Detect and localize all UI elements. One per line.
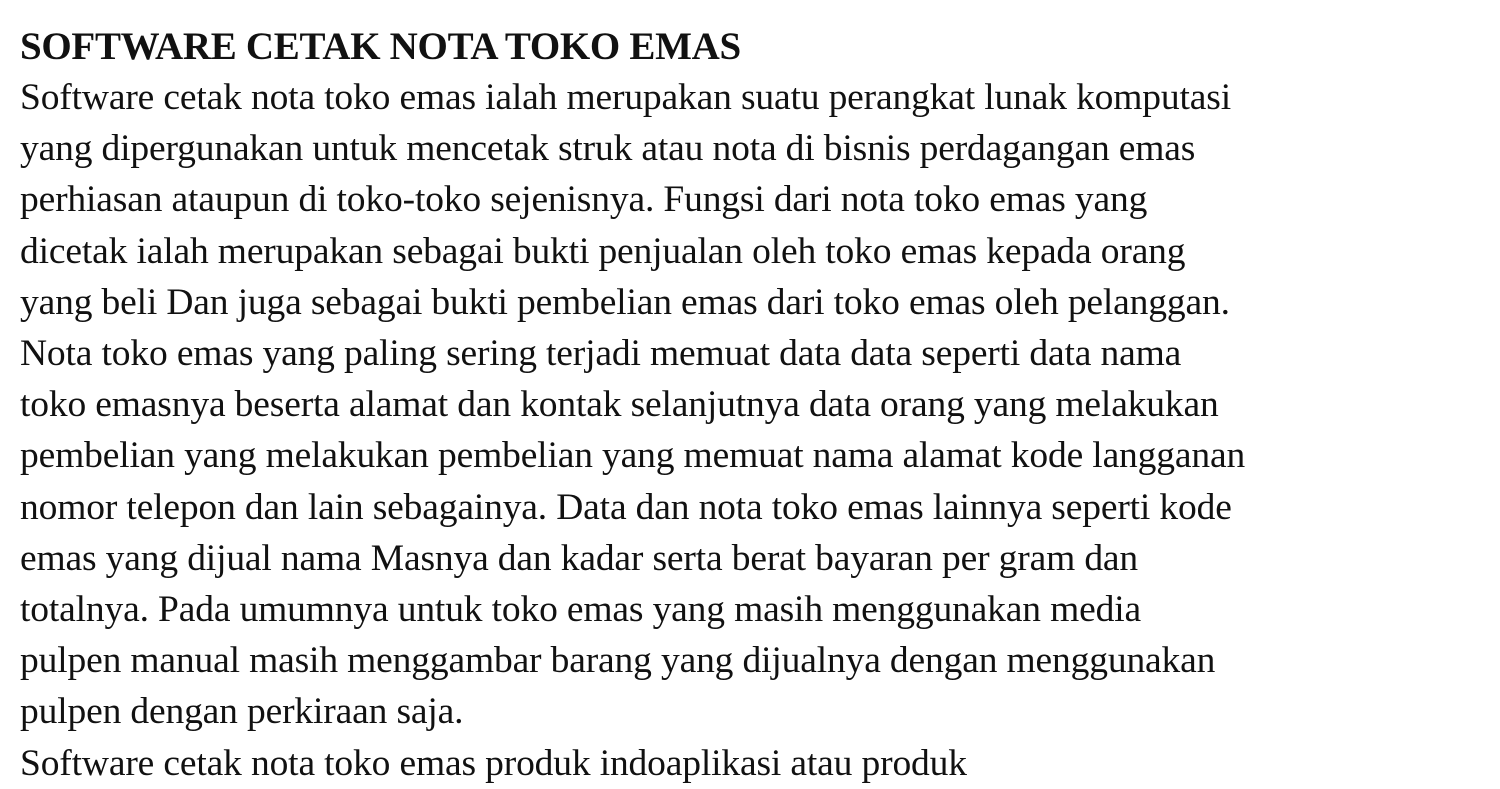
body-line: pulpen dengan perkiraan saja. <box>20 691 464 733</box>
body-line: Software cetak nota toko emas ialah merupakan suatu perangkat lunak komputasi <box>20 77 1231 118</box>
body-line: emas yang dijual nama Masnya dan kadar serta berat bayaran per gram dan <box>20 537 1139 579</box>
body-line: dicetak ialah merupakan sebagai bukti penjualan oleh toko emas kepada orang <box>20 230 1186 272</box>
body-line: yang dipergunakan untuk mencetak struk atau nota di bisnis perdagangan emas <box>20 128 1196 170</box>
body-line: nomor telepon dan lain sebagainya. Data dan nota toko emas lainnya seperti kode <box>20 486 1232 528</box>
body-line: Software cetak nota toko emas produk indoaplikasi atau produk <box>20 742 967 784</box>
body-line: toko emasnya beserta alamat dan kontak selanjutnya data orang yang melakukan <box>20 384 1219 426</box>
document-title: SOFTWARE CETAK NOTA TOKO EMAS <box>20 25 741 68</box>
body-line: yang beli Dan juga sebagai bukti pembelian emas dari toko emas oleh pelanggan. <box>20 281 1230 323</box>
document-body <box>20 72 1490 789</box>
body-line: pembelian yang melakukan pembelian yang memuat nama alamat kode langganan <box>20 435 1246 477</box>
document-page <box>20 22 1490 789</box>
body-line: Nota toko emas yang paling sering terjadi memuat data data seperti data nama <box>20 333 1182 375</box>
body-line: totalnya. Pada umumnya untuk toko emas yang masih menggunakan media <box>20 589 1141 631</box>
body-line: pulpen manual masih menggambar barang yang dijualnya dengan menggunakan <box>20 640 1216 682</box>
body-line: perhiasan ataupun di toko-toko sejenisnya. Fungsi dari nota toko emas yang <box>20 179 1148 221</box>
